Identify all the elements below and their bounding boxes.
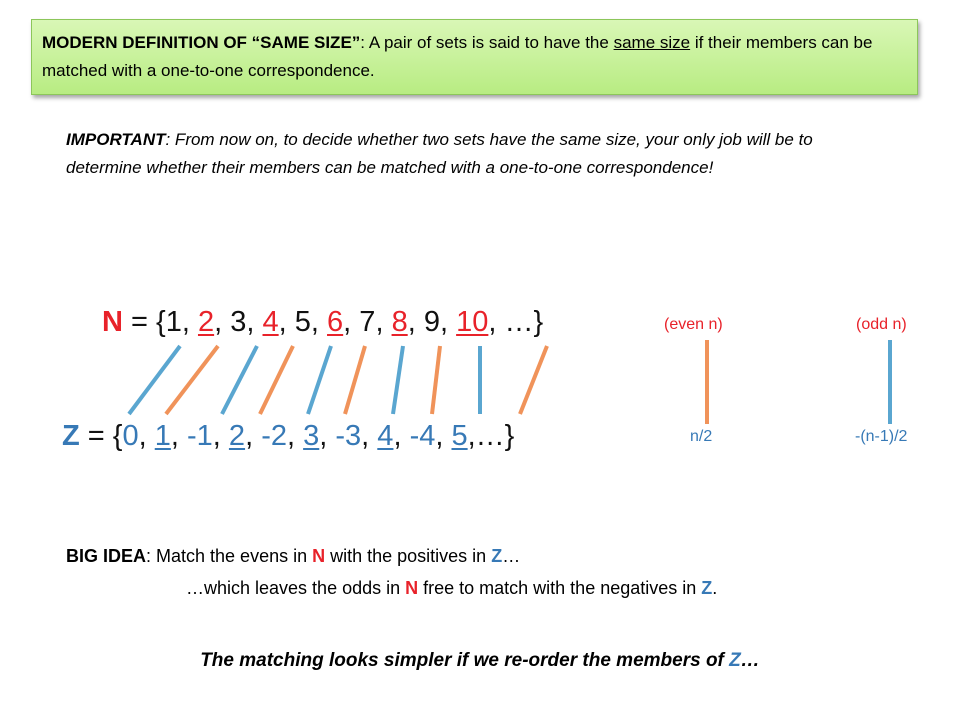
big-idea-label: BIG IDEA	[66, 546, 147, 566]
big-idea-text: .	[712, 578, 718, 598]
big-idea-text: free to match with the negatives in	[418, 578, 702, 598]
set-n-symbol: N	[102, 306, 123, 338]
set-n-element: 8	[391, 306, 408, 338]
match-line-6-3	[345, 346, 365, 414]
set-z-element: 2	[228, 420, 246, 452]
set-n-element: 10	[456, 306, 489, 338]
definition-text-after: if their members can be matched with a one-to-one correspondence.	[42, 33, 873, 80]
set-z-element: 3	[303, 420, 320, 452]
big-idea-text: …	[502, 546, 521, 566]
closing-end: …	[740, 650, 760, 671]
set-z-symbol: Z	[62, 420, 80, 452]
even-image-label: n/2	[690, 428, 713, 445]
big-idea-z: Z	[701, 578, 713, 598]
definition-colon: :	[360, 33, 366, 52]
big-idea-text: with the positives in	[325, 546, 492, 566]
closing-line	[0, 650, 960, 672]
definition-heading: MODERN DEFINITION OF “SAME SIZE”	[42, 33, 361, 52]
closing-text: The matching looks simpler if we re-order the members of	[200, 650, 730, 671]
set-z: Z = {0, 1, -1, 2, -2, 3, -3, 4, -4, 5,…}	[62, 420, 515, 452]
set-n-element: 4	[262, 306, 279, 338]
set-z-element: 0	[122, 420, 139, 452]
set-z-element: -3	[335, 420, 362, 452]
important-label: IMPORTANT	[66, 130, 166, 149]
set-z-close: ,…}	[467, 420, 515, 452]
set-z-element: 4	[377, 420, 394, 452]
big-idea-text: : Match the evens in	[146, 546, 313, 566]
big-idea-line-1	[66, 546, 520, 567]
even-n-label: (even n)	[664, 316, 723, 333]
set-n-element: 7	[359, 306, 376, 338]
set-z-open: = {	[79, 420, 123, 452]
set-n: N = {1, 2, 3, 4, 5, 6, 7, 8, 9, 10, …}	[102, 306, 544, 338]
big-idea-z: Z	[491, 546, 503, 566]
match-line-7-neg3	[393, 346, 403, 414]
big-idea-n: N	[405, 578, 419, 598]
match-line-5-neg2	[308, 346, 331, 414]
set-n-element: 2	[197, 306, 215, 338]
match-line-10-5	[520, 346, 547, 414]
set-z-element: -1	[187, 420, 213, 452]
set-n-element: 5	[294, 306, 311, 338]
definition-same-size: same size	[613, 33, 691, 52]
set-n-open: = {	[122, 306, 166, 338]
match-line-8-4	[432, 346, 440, 414]
set-z-element: 5	[451, 420, 468, 452]
odd-n-label: (odd n)	[856, 316, 907, 333]
definition-text-before: A pair of sets is said to have the	[365, 33, 614, 52]
set-n-element: 9	[423, 306, 440, 338]
match-line-3-neg1	[222, 346, 257, 414]
set-z-element: -4	[409, 420, 436, 452]
set-z-element: -2	[261, 420, 287, 452]
closing-z: Z	[729, 650, 741, 671]
set-n-element: 6	[327, 306, 344, 338]
important-text: : From now on, to decide whether two sets have the same size, your only job will be to determine whether their members can be matched with a one-to-one correspondence!	[66, 130, 813, 177]
big-idea-line-2	[186, 578, 717, 599]
set-n-element: 1	[165, 306, 182, 338]
big-idea-n: N	[312, 546, 326, 566]
set-n-element: 3	[230, 306, 247, 338]
odd-image-label: -(n-1)/2	[855, 428, 908, 445]
match-line-4-2	[260, 346, 293, 414]
big-idea-text: …which leaves the odds in	[186, 578, 406, 598]
set-z-element: 1	[154, 420, 171, 452]
set-n-close: , …}	[488, 306, 544, 338]
